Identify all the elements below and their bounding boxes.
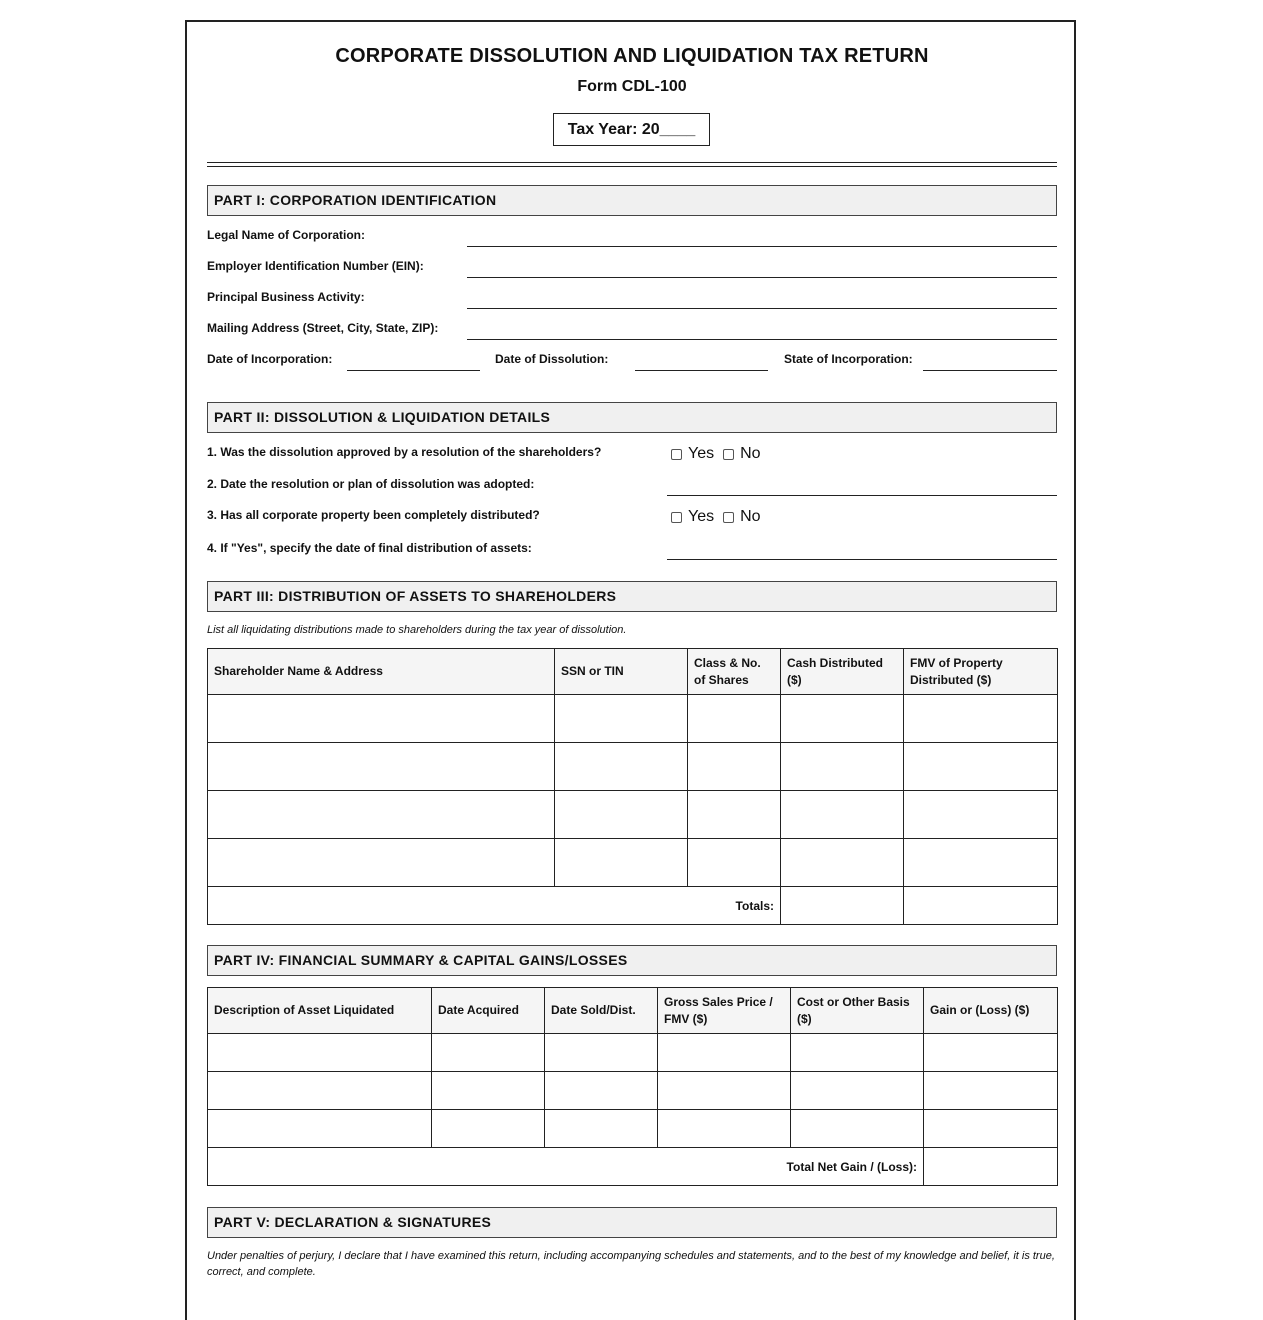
table-cell[interactable] — [555, 791, 688, 839]
table-row — [208, 1110, 1058, 1148]
question-4: 4. If "Yes", specify the date of final distribution of assets: — [207, 541, 532, 555]
table-cell[interactable] — [555, 695, 688, 743]
q1-no-checkbox[interactable] — [723, 449, 734, 460]
table-cell[interactable] — [208, 695, 555, 743]
table-row — [208, 1072, 1058, 1110]
table-row — [208, 791, 1058, 839]
date-incorporation-label: Date of Incorporation: — [207, 352, 333, 366]
resolution-date-field[interactable] — [667, 495, 1057, 496]
state-incorporation-label: State of Incorporation: — [784, 352, 913, 366]
table-cell[interactable] — [208, 1034, 432, 1072]
question-1-options — [671, 445, 770, 463]
table-cell[interactable] — [791, 1072, 924, 1110]
table-cell[interactable] — [781, 791, 904, 839]
question-2: 2. Date the resolution or plan of dissolution was adopted: — [207, 477, 535, 491]
form-number: Form CDL-100 — [577, 78, 687, 95]
table-cell[interactable] — [781, 743, 904, 791]
part4-heading: PART IV: FINANCIAL SUMMARY & CAPITAL GAINS/LOSSES — [207, 945, 1057, 976]
form-page — [185, 20, 1076, 1320]
table-row — [208, 695, 1058, 743]
q1-yes-checkbox[interactable] — [671, 449, 682, 460]
activity-label: Principal Business Activity: — [207, 290, 365, 304]
col-date-acquired: Date Acquired — [432, 988, 545, 1034]
total-cash-cell[interactable] — [781, 887, 904, 925]
total-fmv-cell[interactable] — [904, 887, 1058, 925]
table-row — [208, 1034, 1058, 1072]
table-cell[interactable] — [688, 695, 781, 743]
table-cell[interactable] — [688, 791, 781, 839]
table-cell[interactable] — [432, 1034, 545, 1072]
col-gain-loss: Gain or (Loss) ($) — [924, 988, 1058, 1034]
date-dissolution-field[interactable] — [635, 370, 768, 371]
address-field[interactable] — [467, 339, 1057, 340]
table-cell[interactable] — [555, 743, 688, 791]
total-net-gain-label: Total Net Gain / (Loss): — [208, 1148, 924, 1186]
table-cell[interactable] — [904, 743, 1058, 791]
table-cell[interactable] — [688, 743, 781, 791]
table-cell[interactable] — [432, 1072, 545, 1110]
table-cell[interactable] — [781, 695, 904, 743]
capital-gains-table — [207, 987, 1058, 1186]
part2-heading: PART II: DISSOLUTION & LIQUIDATION DETAILS — [207, 402, 1057, 433]
col-cost-basis: Cost or Other Basis ($) — [791, 988, 924, 1034]
col-shareholder-name: Shareholder Name & Address — [208, 649, 555, 695]
header-divider — [207, 162, 1057, 167]
final-distribution-date-field[interactable] — [667, 559, 1057, 560]
part3-note: List all liquidating distributions made to shareholders during the tax year of dissolution. — [207, 624, 627, 636]
declaration-text: Under penalties of perjury, I declare that I have examined this return, including accompanying schedules and statements, and to the best of my knowledge and belief, it is true, correct, and complete. — [207, 1250, 1055, 1278]
question-3-options — [671, 508, 770, 526]
col-gross-sales-price: Gross Sales Price / FMV ($) — [658, 988, 791, 1034]
table-row — [208, 743, 1058, 791]
col-asset-description: Description of Asset Liquidated — [208, 988, 432, 1034]
table-cell[interactable] — [781, 839, 904, 887]
table-cell[interactable] — [904, 839, 1058, 887]
col-fmv-property: FMV of Property Distributed ($) — [904, 649, 1058, 695]
table-header-row — [208, 988, 1058, 1034]
form-title: CORPORATE DISSOLUTION AND LIQUIDATION TAX RETURN — [335, 45, 929, 67]
ein-field[interactable] — [467, 277, 1057, 278]
address-label: Mailing Address (Street, City, State, ZIP): — [207, 321, 439, 335]
part3-heading: PART III: DISTRIBUTION OF ASSETS TO SHAREHOLDERS — [207, 581, 1057, 612]
table-cell[interactable] — [658, 1034, 791, 1072]
col-class-shares: Class & No. of Shares — [688, 649, 781, 695]
table-cell[interactable] — [688, 839, 781, 887]
table-cell[interactable] — [791, 1034, 924, 1072]
table-cell[interactable] — [924, 1110, 1058, 1148]
legal-name-label: Legal Name of Corporation: — [207, 228, 366, 242]
table-cell[interactable] — [208, 839, 555, 887]
q3-yes-label: Yes — [688, 508, 715, 525]
col-cash-distributed: Cash Distributed ($) — [781, 649, 904, 695]
table-cell[interactable] — [924, 1072, 1058, 1110]
table-cell[interactable] — [555, 839, 688, 887]
q3-yes-checkbox[interactable] — [671, 512, 682, 523]
q3-no-label: No — [740, 508, 761, 525]
table-header-row — [208, 649, 1058, 695]
table-row — [208, 839, 1058, 887]
table-cell[interactable] — [924, 1034, 1058, 1072]
date-incorporation-field[interactable] — [347, 370, 480, 371]
totals-row — [208, 887, 1058, 925]
part5-heading: PART V: DECLARATION & SIGNATURES — [207, 1207, 1057, 1238]
part1-heading: PART I: CORPORATION IDENTIFICATION — [207, 185, 1057, 216]
date-dissolution-label: Date of Dissolution: — [495, 352, 609, 366]
table-cell[interactable] — [208, 791, 555, 839]
table-cell[interactable] — [432, 1110, 545, 1148]
total-net-gain-cell[interactable] — [924, 1148, 1058, 1186]
table-cell[interactable] — [545, 1110, 658, 1148]
activity-field[interactable] — [467, 308, 1057, 309]
col-ssn-tin: SSN or TIN — [555, 649, 688, 695]
table-cell[interactable] — [791, 1110, 924, 1148]
question-1: 1. Was the dissolution approved by a resolution of the shareholders? — [207, 445, 602, 459]
ein-label: Employer Identification Number (EIN): — [207, 259, 424, 273]
q3-no-checkbox[interactable] — [723, 512, 734, 523]
total-net-gain-row — [208, 1148, 1058, 1186]
question-3: 3. Has all corporate property been completely distributed? — [207, 508, 540, 522]
table-cell[interactable] — [208, 743, 555, 791]
legal-name-field[interactable] — [467, 246, 1057, 247]
shareholder-distribution-table — [207, 648, 1058, 925]
totals-label: Totals: — [208, 887, 781, 925]
col-date-sold: Date Sold/Dist. — [545, 988, 658, 1034]
table-cell[interactable] — [904, 791, 1058, 839]
table-cell[interactable] — [545, 1072, 658, 1110]
table-cell[interactable] — [904, 695, 1058, 743]
table-cell[interactable] — [208, 1110, 432, 1148]
table-cell[interactable] — [658, 1110, 791, 1148]
table-cell[interactable] — [208, 1072, 432, 1110]
state-incorporation-field[interactable] — [923, 370, 1057, 371]
table-cell[interactable] — [658, 1072, 791, 1110]
tax-year-field[interactable]: Tax Year: 20____ — [553, 113, 710, 146]
q1-yes-label: Yes — [688, 445, 715, 462]
table-cell[interactable] — [545, 1034, 658, 1072]
q1-no-label: No — [740, 445, 761, 462]
